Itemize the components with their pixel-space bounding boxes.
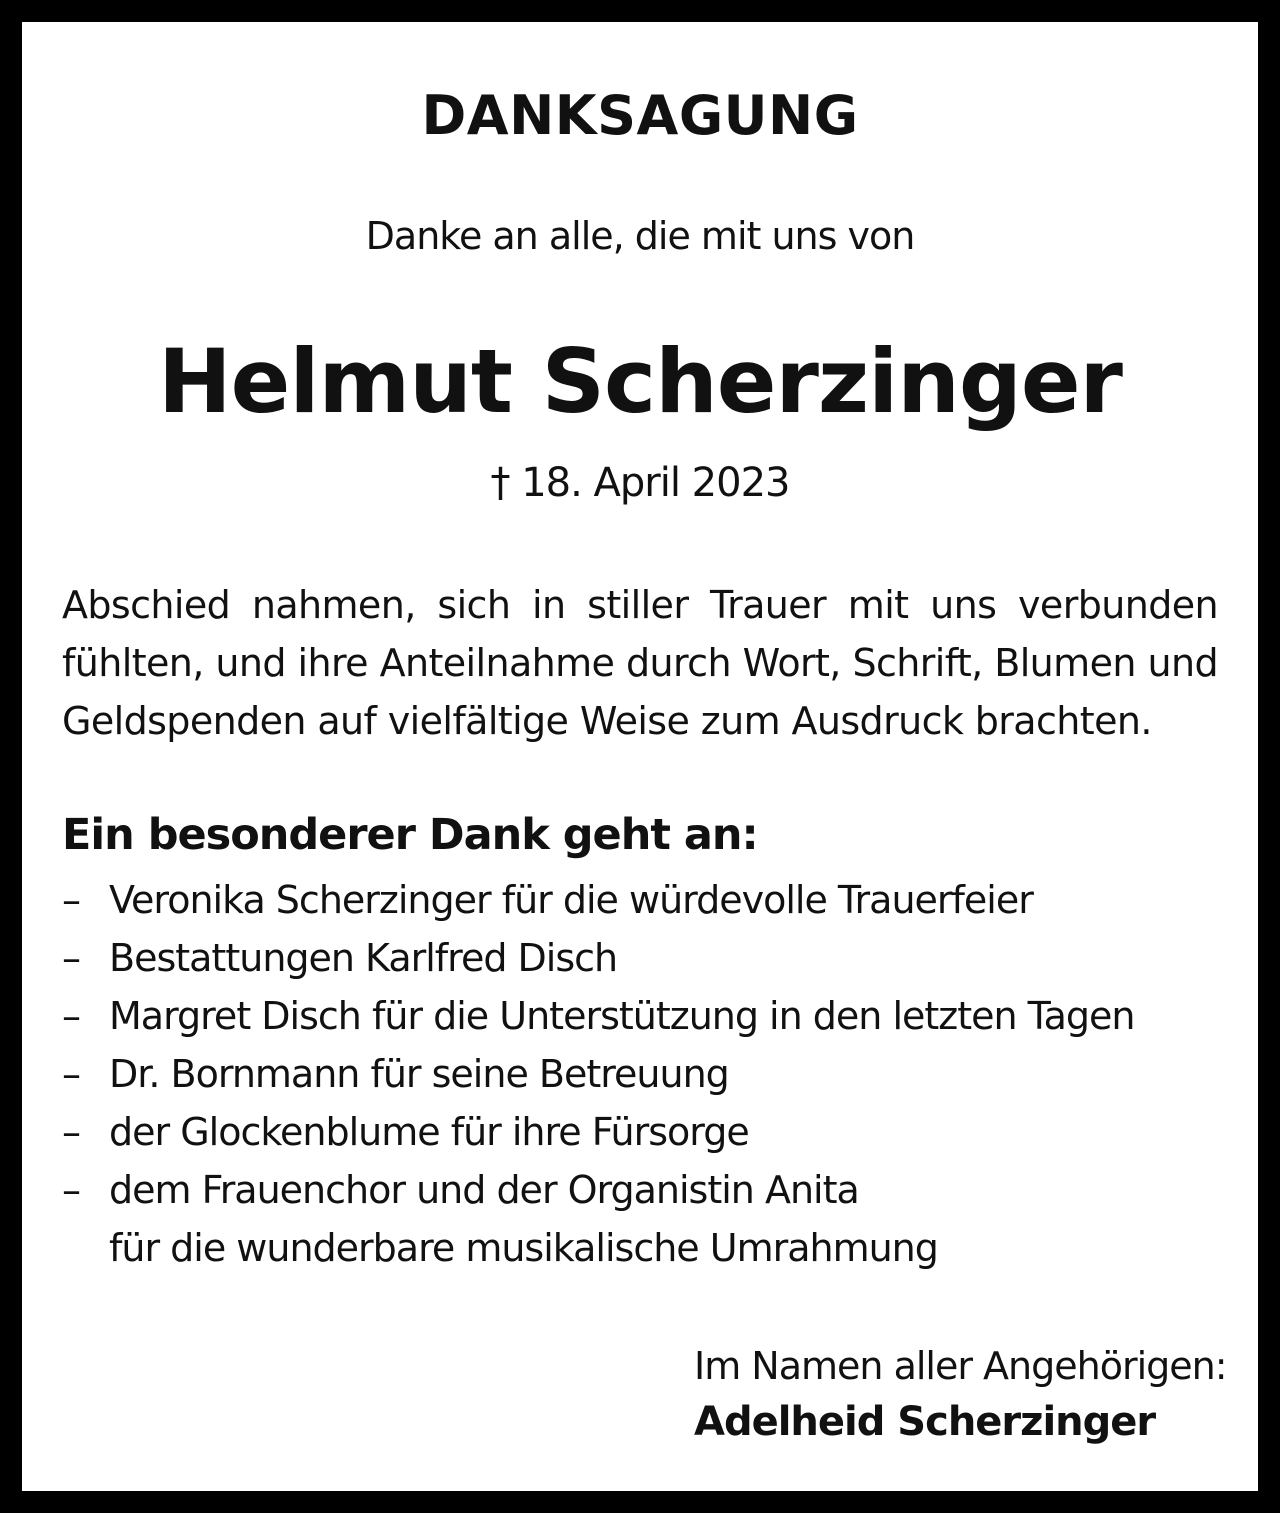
intro-text: Danke an alle, die mit uns von — [365, 214, 915, 258]
signer-name: Adelheid Scherzinger — [694, 1399, 1156, 1445]
deceased-name: Helmut Scherzinger — [158, 330, 1122, 433]
list-item-text-line-1: dem Frauenchor und der Organistin Anita — [109, 1168, 859, 1212]
signoff-label: Im Namen aller Angehörigen: — [694, 1344, 1227, 1388]
list-item-text: Dr. Bornmann für seine Betreuung — [109, 1052, 729, 1096]
list-item-text: Bestattungen Karlfred Disch — [109, 936, 618, 980]
death-date: † 18. April 2023 — [490, 460, 790, 506]
list-item — [62, 929, 1222, 987]
obituary-notice — [22, 22, 1258, 1491]
list-bullet: – — [62, 878, 80, 922]
list-bullet: – — [62, 1052, 80, 1096]
list-item — [62, 871, 1222, 929]
list-item — [62, 1161, 1222, 1277]
list-bullet: – — [62, 994, 80, 1038]
list-item-text: der Glockenblume für ihre Fürsorge — [109, 1110, 749, 1154]
notice-heading: DANKSAGUNG — [421, 84, 859, 147]
list-bullet: – — [62, 936, 80, 980]
body-text: Abschied nahmen, sich in stiller Trauer mit uns verbunden fühlten, und ihre Anteilnahme durch Wort, Schrift, Blumen und Geldspenden auf vielfältige Weise zum Ausdruck brachten. — [62, 583, 1218, 743]
list-item — [62, 1103, 1222, 1161]
list-bullet: – — [62, 1110, 80, 1154]
list-item-text: Margret Disch für die Unterstützung in den letzten Tagen — [109, 994, 1135, 1038]
list-item — [62, 987, 1222, 1045]
thanks-heading: Ein besonderer Dank geht an: — [62, 810, 758, 860]
signoff — [694, 1338, 1227, 1450]
list-bullet: – — [62, 1168, 80, 1212]
thanks-list — [62, 871, 1222, 1277]
list-item — [62, 1045, 1222, 1103]
list-item-text: Veronika Scherzinger für die würdevolle Trauerfeier — [109, 878, 1033, 922]
list-item-text-line-2: für die wunderbare musikalische Umrahmung — [109, 1226, 938, 1270]
